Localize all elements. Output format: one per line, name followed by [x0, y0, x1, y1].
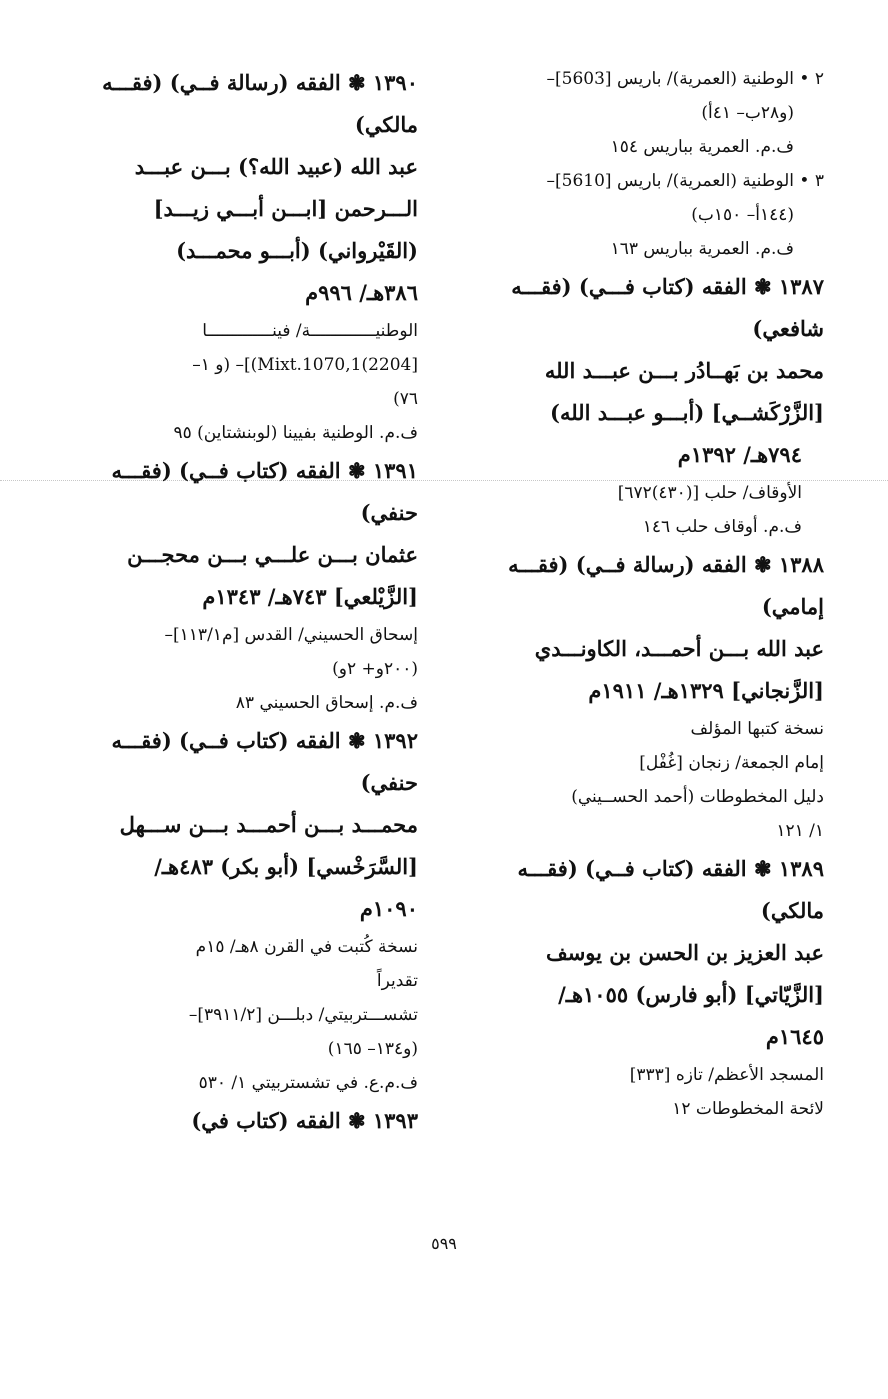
manuscript-info-line: نسخة كُتبت في القرن ٨هـ/ ١٥م [195, 937, 418, 957]
manuscript-info-line: ٢ • الوطنية (العمرية)/ باريس [5603]– [546, 69, 824, 89]
author-line: [الزَّيْلعي] ٧٤٣هـ/ ١٣٤٣م [202, 584, 418, 609]
entry-heading-line: حنفي) [360, 770, 418, 795]
author-line: عثمان بـــن علـــي بـــن محجـــن [127, 542, 418, 567]
entry-heading-line: شافعي) [752, 316, 824, 341]
right-column [476, 62, 824, 1126]
manuscript-info-line: دليل المخطوطات (أحمد الحســيني) [571, 787, 824, 807]
manuscript-info-line: ١/ ١٢١ [776, 821, 824, 841]
author-line: محمد بن بَهــادُر بـــن عبـــد الله [544, 358, 824, 383]
author-line: ١٦٤٥م [765, 1024, 824, 1049]
manuscript-info-line: ف.م. الوطنية بفيينا (لوبنشتاين) ٩٥ [173, 423, 418, 443]
manuscript-info-line: ٣ • الوطنية (العمرية)/ باريس [5610]– [546, 171, 824, 191]
manuscript-info-line: إمام الجمعة/ زنجان [غُفْل] [639, 753, 824, 773]
manuscript-info-line: تقديراً [376, 971, 418, 991]
author-line: ٧٩٤هـ/ ١٣٩٢م [677, 442, 802, 467]
manuscript-info-line: المسجد الأعظم/ تازه [٣٣٣] [629, 1065, 824, 1085]
manuscript-info-line: (٢٠٠و+ ٢و) [332, 659, 418, 679]
entry-heading-line: ١٣٩٢ ❃ الفقه (كتاب فــي) (فقـــه [111, 728, 418, 753]
entry-heading-line: إمامي) [761, 594, 824, 619]
entry-heading-line: مالكي) [760, 898, 824, 923]
entry-heading-line: مالكي) [354, 112, 418, 137]
author-line: (القَيْرواني) (أبـــو محمـــد) [176, 238, 418, 263]
manuscript-info-line: ف.م. أوقاف حلب ١٤٦ [642, 517, 802, 537]
manuscript-info-line: إسحاق الحسيني/ القدس [م١١٣/١]– [164, 625, 418, 645]
author-line: عبد العزيز بن الحسن بن يوسف [545, 940, 824, 965]
manuscript-info-line: [2204)Mixt.1070,1)]– (و ١– [192, 355, 418, 375]
author-line: ١٠٩٠م [359, 896, 418, 921]
manuscript-info-line: (و٢٨ب– ٤١أ) [701, 103, 794, 123]
author-line: عبد الله بـــن أحمـــد، الكاونـــدي [534, 636, 824, 661]
author-line: محمـــد بـــن أحمـــد بـــن ســـهل [119, 812, 418, 837]
manuscript-info-line: تشســـتربيتي/ دبلـــن [٣٩١١/٢]– [188, 1005, 418, 1025]
manuscript-info-line: لائحة المخطوطات ١٢ [672, 1099, 824, 1119]
entry-heading-line: ١٣٩٣ ❃ الفقه (كتاب في) [191, 1108, 418, 1133]
entry-heading-line: ١٣٨٨ ❃ الفقه (رسالة فــي) (فقـــه [508, 552, 824, 577]
manuscript-info-line: الأوقاف/ حلب [(٤٣٠)٦٧٢] [617, 483, 802, 503]
manuscript-info-line: ٧٦) [393, 389, 418, 409]
manuscript-info-line: ف.م. إسحاق الحسيني ٨٣ [235, 693, 418, 713]
entry-heading-line: حنفي) [360, 500, 418, 525]
manuscript-info-line: (و١٣٤– ١٦٥) [327, 1039, 418, 1059]
manuscript-info-line: ف.م. العمرية بباريس ١٥٤ [610, 137, 794, 157]
page-number: ٥٩٩ [431, 1234, 457, 1253]
author-line: [الزَّرْكَشــي] (أبـــو عبـــد الله) [550, 400, 824, 425]
left-column [72, 62, 418, 1142]
entry-heading-line: ١٣٩١ ❃ الفقه (كتاب فــي) (فقـــه [111, 458, 418, 483]
author-line: الـــرحمن [ابـــن أبـــي زيـــد] [153, 196, 418, 221]
author-line: [السَّرَخْسي] (أبو بكر) ٤٨٣هـ/ [154, 854, 418, 879]
manuscript-info-line: ف.م.ع. في تشستربيتي ١/ ٥٣٠ [198, 1073, 418, 1093]
entry-heading-line: ١٣٩٠ ❃ الفقه (رسالة فــي) (فقـــه [102, 70, 418, 95]
author-line: [الزَّيّاتي] (أبو فارس) ١٠٥٥هـ/ [558, 982, 824, 1007]
author-line: عبد الله (عبيد الله؟) بـــن عبـــد [134, 154, 418, 179]
entry-heading-line: ١٣٨٧ ❃ الفقه (كتاب فـــي) (فقـــه [511, 274, 824, 299]
author-line: ٣٨٦هـ/ ٩٩٦م [305, 280, 418, 305]
manuscript-info-line: نسخة كتبها المؤلف [690, 719, 824, 739]
author-line: [الزَّنجاني] ١٣٢٩هـ/ ١٩١١م [588, 678, 824, 703]
manuscript-info-line: الوطنيـــــــــــــة/ فينـــــــــــــا [202, 321, 418, 341]
manuscript-info-line: ف.م. العمرية بباريس ١٦٣ [610, 239, 794, 259]
entry-heading-line: ١٣٨٩ ❃ الفقه (كتاب فــي) (فقـــه [517, 856, 824, 881]
manuscript-info-line: (١٤٤أ– ١٥٠ب) [691, 205, 794, 225]
